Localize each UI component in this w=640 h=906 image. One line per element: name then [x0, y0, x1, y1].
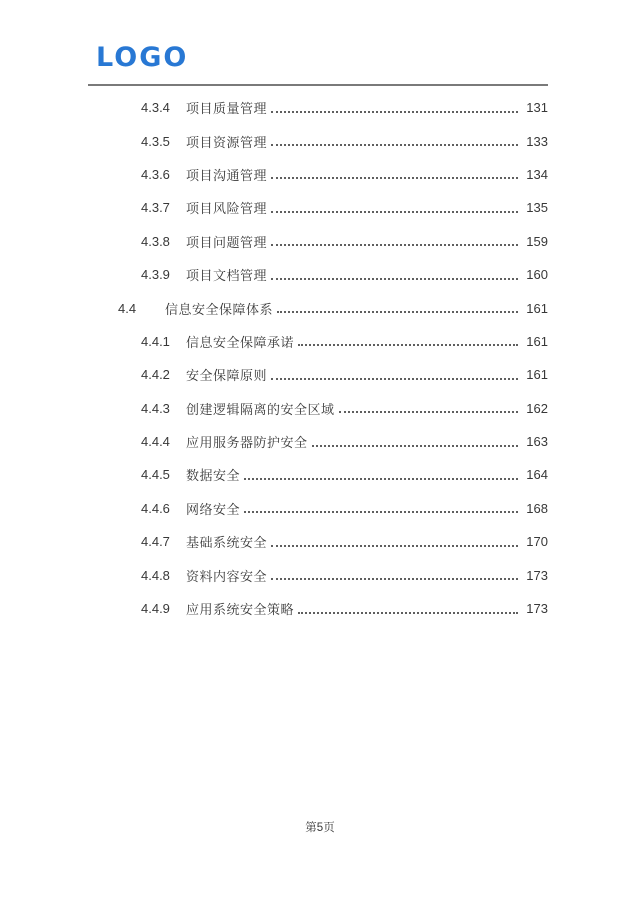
toc-dot-leader — [298, 612, 518, 614]
toc-entry — [88, 325, 548, 358]
toc-entry — [88, 191, 548, 224]
toc-entry-page: 162 — [526, 400, 548, 416]
toc-entry-page: 170 — [526, 534, 548, 550]
toc-entry-number: 4.4.6 — [141, 500, 170, 516]
toc-entry-page: 168 — [526, 500, 548, 516]
toc-entry-title: 信息安全保障承诺 — [186, 334, 295, 350]
toc-entry-title: 数据安全 — [186, 468, 241, 484]
toc-dot-leader — [339, 411, 518, 413]
toc-dot-leader — [271, 244, 518, 246]
toc-entry-number: 4.4.4 — [141, 434, 170, 450]
toc-dot-leader — [271, 111, 518, 113]
toc-entry-page: 134 — [526, 166, 548, 182]
toc-entry-page: 160 — [526, 267, 548, 283]
toc-entry-number: 4.3.9 — [141, 267, 170, 283]
toc-entry-number: 4.3.7 — [141, 200, 170, 216]
toc-entry-title: 基础系统安全 — [186, 535, 268, 551]
toc-entry-page: 133 — [526, 133, 548, 149]
page-number-footer: 第5页 — [305, 822, 335, 834]
toc-entry-page: 173 — [526, 601, 548, 617]
toc-dot-leader — [312, 445, 518, 447]
toc-dot-leader — [244, 478, 518, 480]
toc-entry-number: 4.3.8 — [141, 233, 170, 249]
toc-dot-leader — [298, 344, 518, 346]
toc-dot-leader — [271, 144, 518, 146]
toc-entry — [88, 492, 548, 525]
toc-entry-page: 161 — [526, 367, 548, 383]
toc-entry-page: 135 — [526, 200, 548, 216]
toc-entry — [88, 458, 548, 491]
toc-entry-page: 163 — [526, 434, 548, 450]
toc-entry-number: 4.4.2 — [141, 367, 170, 383]
toc-entry-page: 131 — [526, 100, 548, 116]
toc-entry-number: 4.3.5 — [141, 133, 170, 149]
toc-entry-page: 164 — [526, 467, 548, 483]
toc-entry-title: 项目风险管理 — [186, 201, 268, 217]
toc-entry-title: 项目质量管理 — [186, 101, 268, 117]
toc-entry-number: 4.4.9 — [141, 601, 170, 617]
toc-entry-title: 创建逻辑隔离的安全区域 — [186, 401, 335, 417]
toc-entry — [88, 258, 548, 291]
toc-entry-title: 资料内容安全 — [186, 568, 268, 584]
toc-entry — [88, 425, 548, 458]
toc-dot-leader — [271, 545, 518, 547]
toc-dot-leader — [277, 311, 518, 313]
toc-list — [88, 91, 548, 625]
toc-entry — [88, 558, 548, 591]
toc-entry — [88, 592, 548, 625]
toc-dot-leader — [271, 578, 518, 580]
toc-dot-leader — [271, 278, 518, 280]
toc-entry-title: 项目问题管理 — [186, 234, 268, 250]
toc-entry-number: 4.4.7 — [141, 534, 170, 550]
toc-dot-leader — [271, 177, 518, 179]
toc-entry-title: 信息安全保障体系 — [165, 301, 274, 317]
toc-entry-page: 173 — [526, 567, 548, 583]
toc-entry — [88, 291, 548, 324]
toc-entry-number: 4.4.5 — [141, 467, 170, 483]
toc-entry-number: 4.4.1 — [141, 333, 170, 349]
toc-entry-number: 4.3.4 — [141, 100, 170, 116]
toc-entry-title: 项目文档管理 — [186, 268, 268, 284]
toc-entry-title: 安全保障原则 — [186, 368, 268, 384]
toc-entry — [88, 158, 548, 191]
company-logo: LOGO — [96, 42, 189, 73]
toc-dot-leader — [244, 511, 518, 513]
toc-dot-leader — [271, 378, 518, 380]
toc-dot-leader — [271, 211, 518, 213]
toc-entry-title: 项目沟通管理 — [186, 167, 268, 183]
toc-entry — [88, 392, 548, 425]
toc-entry-title: 应用系统安全策略 — [186, 602, 295, 618]
toc-entry — [88, 124, 548, 157]
toc-entry-title: 项目资源管理 — [186, 134, 268, 150]
toc-entry-number: 4.3.6 — [141, 166, 170, 182]
toc-entry-number: 4.4.8 — [141, 567, 170, 583]
toc-entry-title: 网络安全 — [186, 501, 241, 517]
toc-entry-number: 4.4 — [118, 300, 137, 316]
toc-entry — [88, 91, 548, 124]
toc-entry — [88, 225, 548, 258]
toc-entry — [88, 525, 548, 558]
header-divider — [88, 84, 548, 86]
toc-entry-page: 159 — [526, 233, 548, 249]
toc-entry-title: 应用服务器防护安全 — [186, 435, 308, 451]
toc-entry-number: 4.4.3 — [141, 400, 170, 416]
toc-entry-page: 161 — [526, 300, 548, 316]
toc-entry — [88, 358, 548, 391]
toc-entry-page: 161 — [526, 333, 548, 349]
